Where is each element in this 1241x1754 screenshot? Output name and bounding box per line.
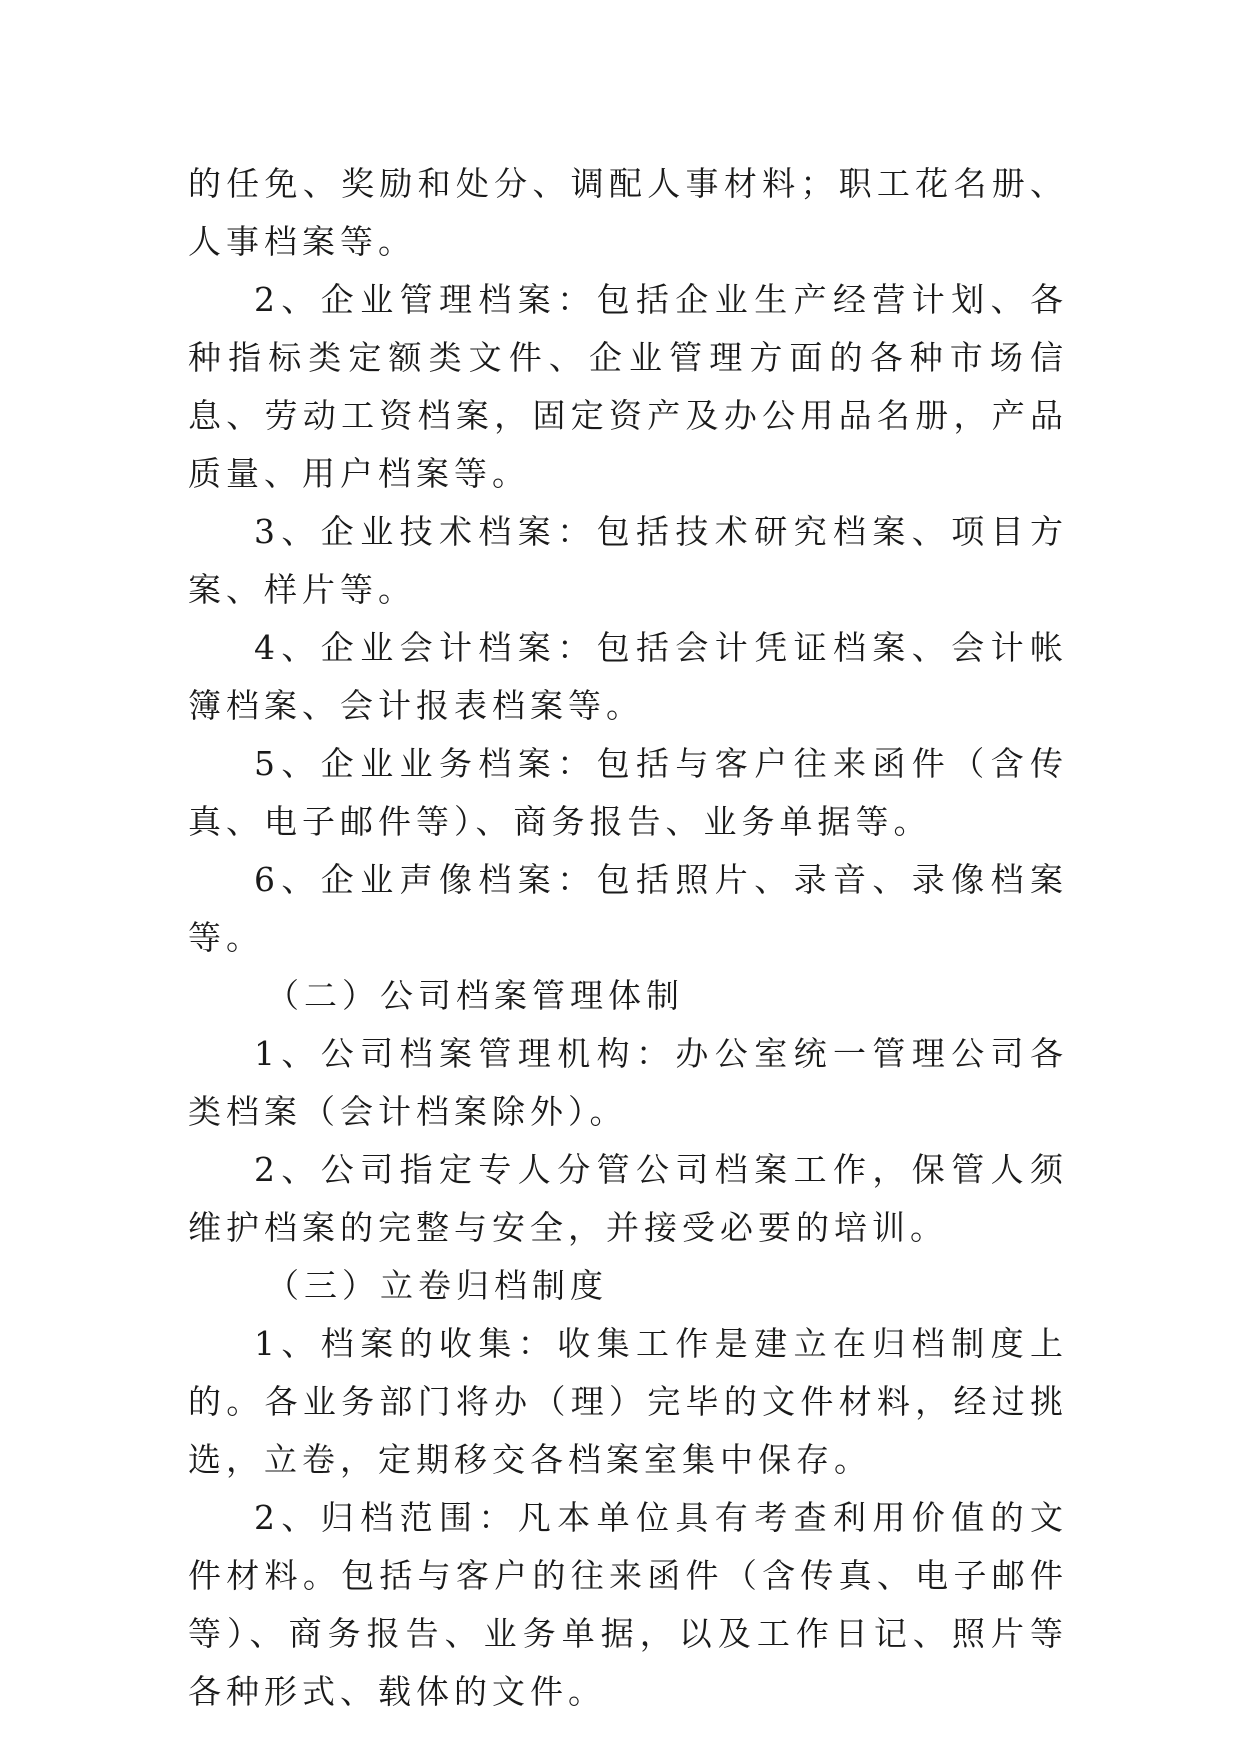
document-body <box>188 155 1068 1721</box>
paragraph-designated-custodian: 2、公司指定专人分管公司档案工作，保管人须维护档案的完整与安全，并接受必要的培训。 <box>188 1150 1068 1247</box>
paragraph-personnel-continued: 的任免、奖励和处分、调配人事材料；职工花名册、人事档案等。 <box>188 164 1068 261</box>
section-heading-filing-system: （三）立卷归档制度 <box>266 1266 608 1305</box>
paragraph-accounting-archives: 4、企业会计档案：包括会计凭证档案、会计帐簿档案、会计报表档案等。 <box>188 628 1068 725</box>
paragraph-business-archives: 5、企业业务档案：包括与客户往来函件（含传真、电子邮件等）、商务报告、业务单据等。 <box>188 744 1068 841</box>
paragraph-management-archives: 2、企业管理档案：包括企业生产经营计划、各种指标类定额类文件、企业管理方面的各种市场信息、劳动工资档案，固定资产及办公用品名册，产品质量、用户档案等。 <box>188 280 1068 493</box>
paragraph-filing-scope: 2、归档范围：凡本单位具有考查利用价值的文件材料。包括与客户的往来函件（含传真、电子邮件等）、商务报告、业务单据，以及工作日记、照片等各种形式、载体的文件。 <box>188 1498 1068 1711</box>
paragraph-archive-collection: 1、档案的收集：收集工作是建立在归档制度上的。各业务部门将办（理）完毕的文件材料，经过挑选，立卷，定期移交各档案室集中保存。 <box>188 1324 1068 1479</box>
section-heading-management-system: （二）公司档案管理体制 <box>266 976 684 1015</box>
paragraph-audiovisual-archives: 6、企业声像档案：包括照片、录音、录像档案等。 <box>188 860 1068 957</box>
paragraph-management-agency: 1、公司档案管理机构：办公室统一管理公司各类档案（会计档案除外）。 <box>188 1034 1068 1131</box>
paragraph-technical-archives: 3、企业技术档案：包括技术研究档案、项目方案、样片等。 <box>188 512 1068 609</box>
